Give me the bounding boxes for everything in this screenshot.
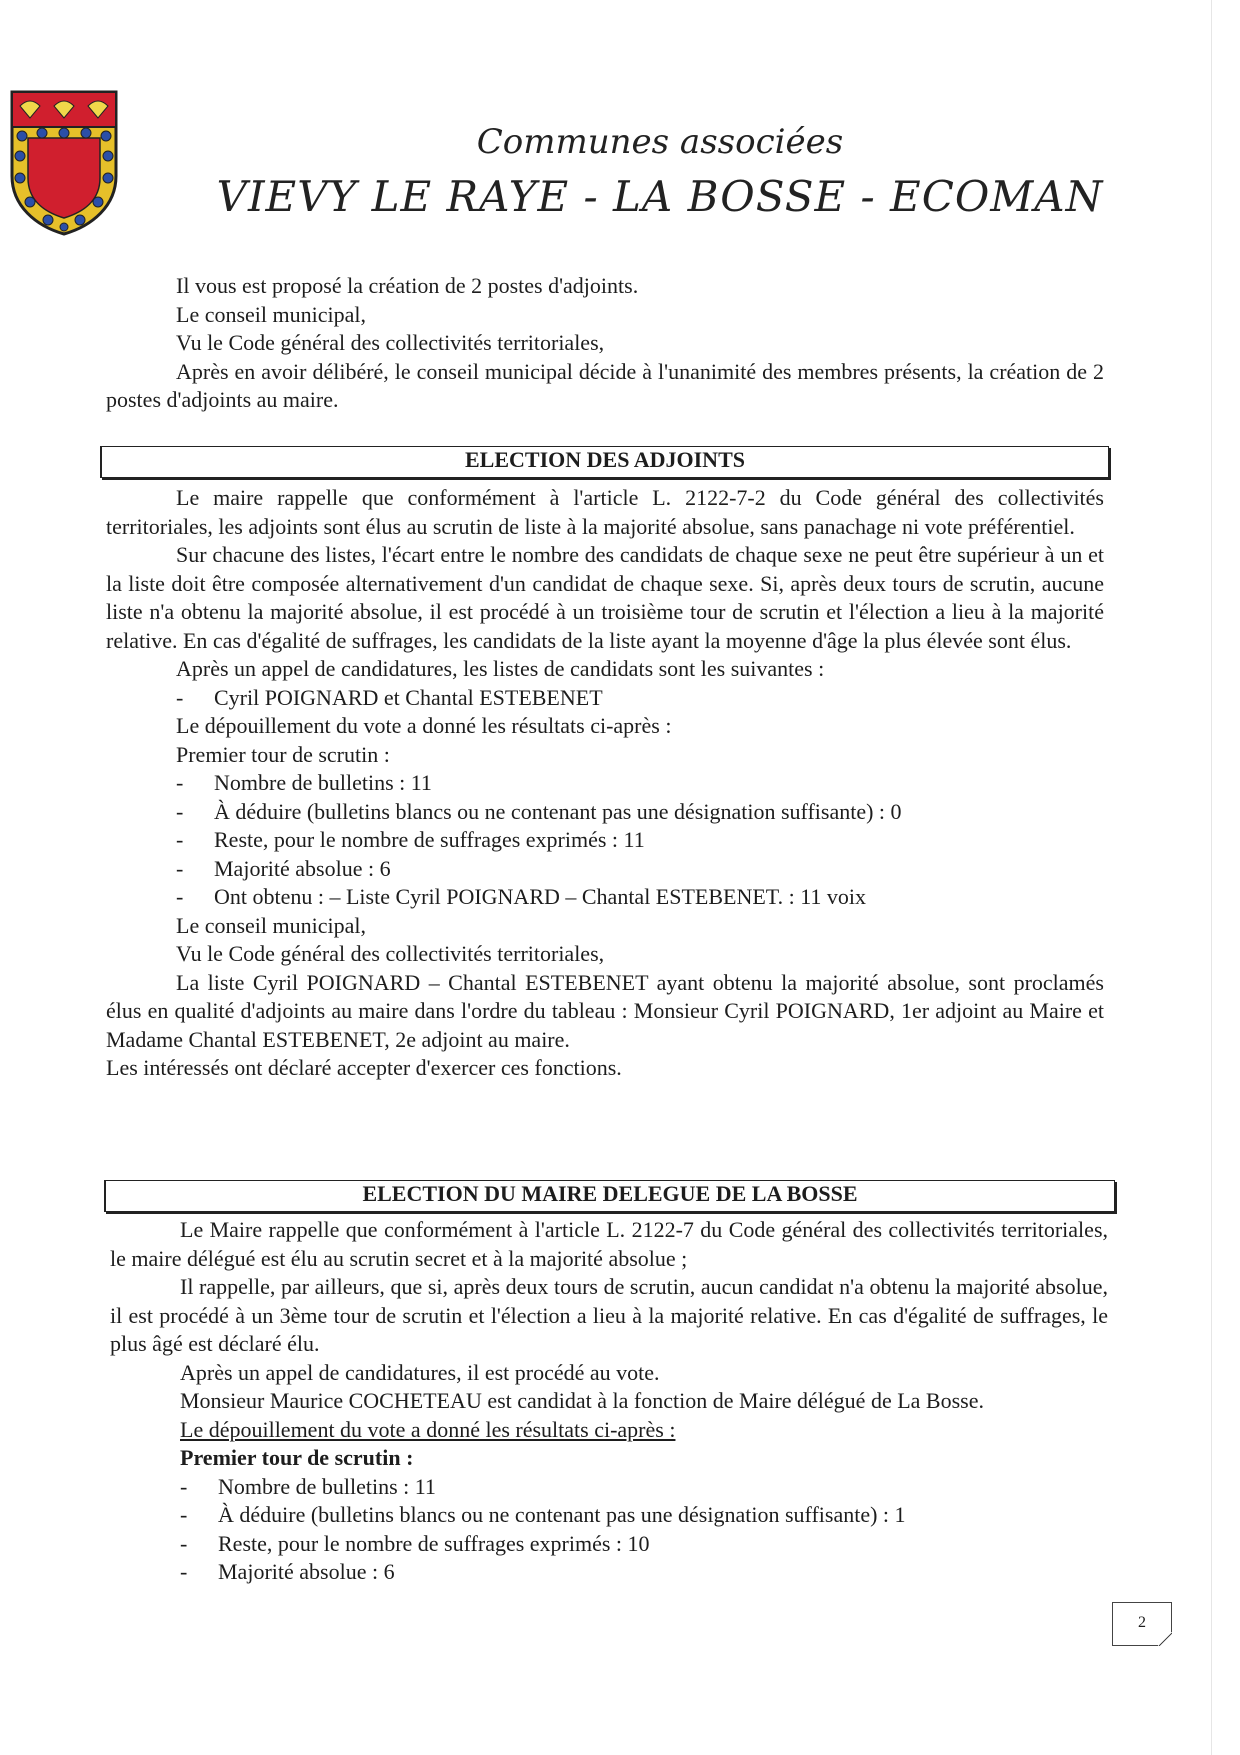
page-number: 2 (1112, 1602, 1172, 1646)
round-title: Premier tour de scrutin : (176, 741, 390, 767)
list-item: - Majorité absolue : 6 (180, 1559, 395, 1584)
page-edge (1211, 0, 1212, 1755)
paragraph: Monsieur Maurice COCHETEAU est candidat à la fonction de Maire délégué de La Bosse. (180, 1388, 984, 1413)
section-title-adjoints: ELECTION DES ADJOINTS (100, 446, 1109, 478)
list-item: - Majorité absolue : 6 (176, 855, 391, 881)
results-heading: Le dépouillement du vote a donné les résultats ci-après : (180, 1416, 676, 1442)
list-item: - À déduire (bulletins blancs ou ne contenant pas une désignation suffisante) : 1 (180, 1502, 906, 1527)
paragraph: Vu le Code général des collectivités territoriales, (176, 941, 605, 966)
paragraph: Le Maire rappelle que conformément à l'article L. 2122-7 du Code général des collectivités territoriales, le maire délégué est élu au scrutin secret et à la majorité absolue ; (110, 1217, 1108, 1271)
result-line: Nombre de bulletins : 11 (214, 770, 432, 795)
result-line: Ont obtenu : – Liste Cyril POIGNARD – Chantal ESTEBENET. : 11 voix (214, 884, 867, 909)
intro-block (106, 272, 1104, 415)
result-line: À déduire (bulletins blancs ou ne contenant pas une désignation suffisante) : 1 (218, 1502, 906, 1527)
intro-line: Il vous est proposé la création de 2 postes d'adjoints. (176, 273, 639, 298)
paragraph: La liste Cyril POIGNARD – Chantal ESTEBENET ayant obtenu la majorité absolue, sont proclamés élus en qualité d'adjoints au maire dans l'ordre du tableau : Monsieur Cyril POIGNARD, 1er adjoint au Maire et Madame Chantal ESTEBENET, 2e adjoint au maire. (106, 969, 1104, 1052)
section-title-maire-delegue: ELECTION DU MAIRE DELEGUE DE LA BOSSE (104, 1180, 1115, 1212)
section-adjoints-body (106, 484, 1104, 1083)
paragraph: Le conseil municipal, (176, 912, 366, 938)
intro-paragraph: Après en avoir délibéré, le conseil municipal décide à l'unanimité des membres présents, la création de 2 postes d'adjoints au maire. (106, 358, 1104, 412)
paragraph: Après un appel de candidatures, les listes de candidats sont les suivantes : (176, 656, 825, 681)
list-item: - Ont obtenu : – Liste Cyril POIGNARD – Chantal ESTEBENET. : 11 voix (176, 884, 867, 909)
paragraph: Les intéressés ont déclaré accepter d'exercer ces fonctions. (106, 1055, 622, 1080)
paragraph: Sur chacune des listes, l'écart entre le nombre des candidats de chaque sexe ne peut être supérieur à un et la liste doit être composée alternativement d'un candidat de chaque sexe. Si, après deux tours de scrutin, aucune liste n'a obtenu la majorité absolue, il est procédé à un troisième tour de scrutin et l'élection a lieu à la majorité relative. En cas d'égalité de suffrages, les candidats de la liste ayant la moyenne d'âge la plus élevée sont élus. (106, 542, 1104, 653)
result-line: Majorité absolue : 6 (218, 1559, 395, 1584)
round-title: Premier tour de scrutin : (180, 1445, 414, 1470)
intro-line: Vu le Code général des collectivités territoriales, (176, 330, 605, 355)
list-item: - Cyril POIGNARD et Chantal ESTEBENET (176, 684, 603, 710)
list-item: - Reste, pour le nombre de suffrages exprimés : 10 (180, 1530, 650, 1556)
list-item: - Nombre de bulletins : 11 (180, 1473, 436, 1499)
header-title: VIEVY LE RAYE - LA BOSSE - ECOMAN (216, 172, 1104, 221)
result-line: À déduire (bulletins blancs ou ne contenant pas une désignation suffisante) : 0 (214, 798, 902, 824)
header-subtitle: Communes associées (476, 122, 844, 162)
intro-line: Le conseil municipal, (176, 301, 366, 327)
paragraph: Après un appel de candidatures, il est procédé au vote. (180, 1359, 660, 1385)
result-line: Nombre de bulletins : 11 (218, 1473, 436, 1499)
list-item: - À déduire (bulletins blancs ou ne contenant pas une désignation suffisante) : 0 (176, 798, 902, 824)
paragraph: Le maire rappelle que conformément à l'article L. 2122-7-2 du Code général des collectivités territoriales, les adjoints sont élus au scrutin de liste à la majorité absolue, sans panachage ni vote préférentiel. (106, 485, 1104, 539)
paragraph: Le dépouillement du vote a donné les résultats ci-après : (176, 713, 672, 738)
coat-of-arms (8, 88, 120, 238)
section-maire-delegue-body (110, 1216, 1108, 1587)
list-item: - Nombre de bulletins : 11 (176, 770, 432, 795)
paragraph (110, 1416, 1108, 1445)
list-item: - Reste, pour le nombre de suffrages exprimés : 11 (176, 827, 645, 852)
result-line: Majorité absolue : 6 (214, 855, 391, 881)
paragraph: Il rappelle, par ailleurs, que si, après deux tours de scrutin, aucun candidat n'a obtenu la majorité absolue, il est procédé à un 3ème tour de scrutin et l'élection a lieu à la majorité relative. En cas d'égalité de suffrages, le plus âgé est déclaré élu. (110, 1274, 1108, 1356)
result-line: Reste, pour le nombre de suffrages exprimés : 10 (218, 1530, 650, 1556)
result-line: Reste, pour le nombre de suffrages exprimés : 11 (214, 827, 645, 852)
candidates: Cyril POIGNARD et Chantal ESTEBENET (214, 684, 603, 710)
